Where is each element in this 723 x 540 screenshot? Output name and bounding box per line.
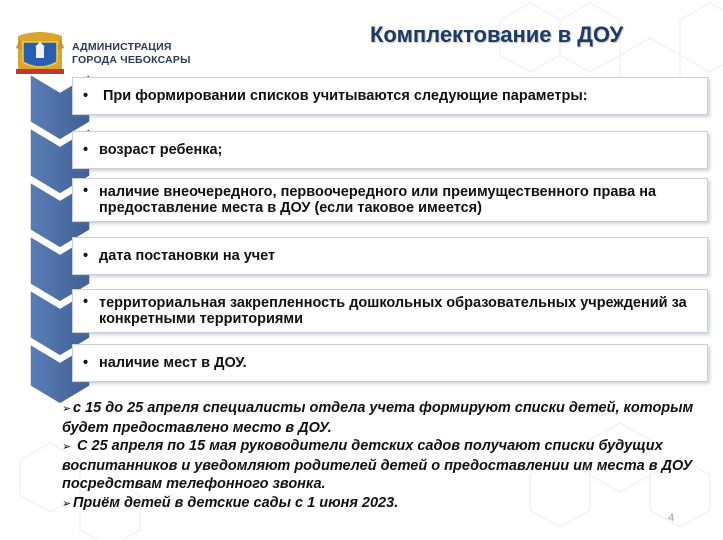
- param-text-2: возраст ребенка;: [99, 142, 223, 158]
- param-box-3: [72, 178, 708, 222]
- bullet: •: [83, 294, 89, 310]
- page-number: 4: [668, 512, 675, 524]
- bullet: •: [83, 88, 89, 104]
- org-line-1: АДМИНИСТРАЦИЯ: [72, 41, 172, 53]
- note-2-text: С 25 апреля по 15 мая руководители детских садов получают списки будущих воспитанников и уведомляют родителей детей о предоставлении им места в ДОУ посредствам телефонного звонка.: [62, 438, 693, 492]
- arrow-bullet-icon: ➢: [62, 441, 72, 453]
- param-text-6: наличие мест в ДОУ.: [99, 355, 247, 371]
- schedule-notes: [62, 399, 712, 513]
- city-coat-of-arms-icon: [14, 30, 66, 78]
- bullet: •: [83, 355, 89, 371]
- organization-name: [72, 41, 191, 67]
- param-box-1: [72, 77, 708, 115]
- param-text-1: При формировании списков учитываются следующие параметры:: [103, 88, 588, 104]
- note-3: [62, 494, 712, 514]
- bullet: •: [83, 248, 89, 264]
- note-1-text: с 15 до 25 апреля специалисты отдела учета формируют списки детей, которым будет предоставлено место в ДОУ.: [62, 400, 694, 436]
- param-box-2: [72, 131, 708, 169]
- page-title: Комплектование в ДОУ: [370, 22, 624, 47]
- param-box-4: [72, 237, 708, 275]
- arrow-bullet-icon: ➢: [62, 403, 72, 415]
- arrow-bullet-icon: ➢: [62, 497, 72, 510]
- org-line-2: ГОРОДА ЧЕБОКСАРЫ: [72, 54, 191, 66]
- param-text-3: наличие внеочередного, первоочередного или преимущественного права на предоставление места в ДОУ (если таковое имеется): [99, 184, 657, 216]
- bullet: •: [83, 142, 89, 158]
- bullet: •: [83, 183, 89, 199]
- note-3-text: Приём детей в детские сады с 1 июня 2023.: [73, 494, 399, 511]
- note-2: [62, 437, 712, 494]
- param-box-6: [72, 344, 708, 382]
- param-text-5: территориальная закрепленность дошкольных образовательных учреждений за конкретными территориями: [99, 295, 687, 327]
- note-1: [62, 399, 712, 437]
- param-box-5: [72, 289, 708, 333]
- param-text-4: дата постановки на учет: [99, 248, 276, 264]
